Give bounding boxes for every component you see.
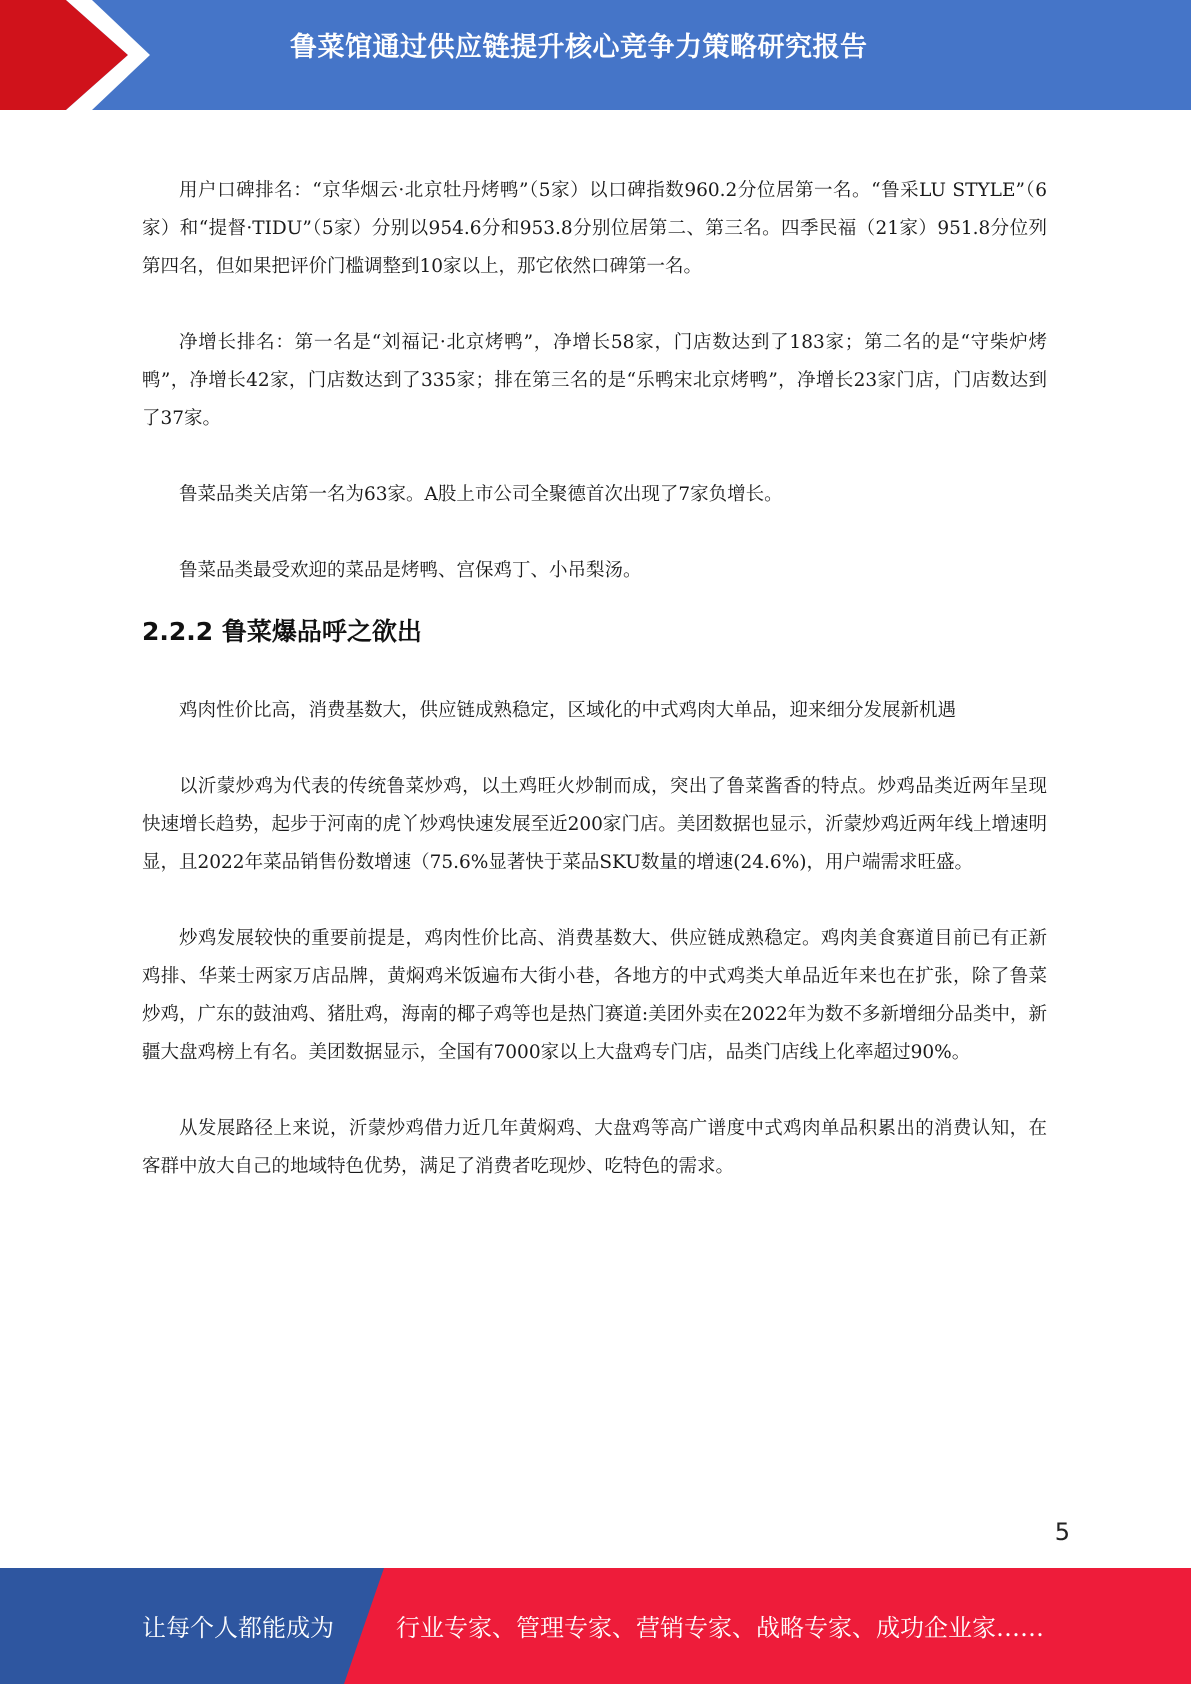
paragraph-popular-dishes: 鲁菜品类最受欢迎的菜品是烤鸭、宫保鸡丁、小吊梨汤。 (179, 560, 642, 581)
footer-slogan-right: 行业专家、管理专家、营销专家、战略专家、成功企业家…… (396, 1614, 1044, 1642)
page-number: 5 (1054, 1518, 1070, 1546)
paragraph-development-path: 从发展路径上来说，沂蒙炒鸡借力近几年黄焖鸡、大盘鸡等高广谱度中式鸡肉单品积累出的消费认知，在客群中放大自己的地域特色优势，满足了消费者吃现炒、吃特色的需求。 (142, 1118, 1047, 1177)
paragraph-yimeng-fried-chicken: 以沂蒙炒鸡为代表的传统鲁菜炒鸡，以土鸡旺火炒制而成，突出了鲁菜酱香的特点。炒鸡品类近两年呈现快速增长趋势，起步于河南的虎丫炒鸡快速发展至近200家门店。美团数据也显示，沂蒙炒鸡近两年线上增速明显，且2022年菜品销售份数增速（75.6%显著快于菜品SKU数量的增速(24.6%)，用户端需求旺盛。 (142, 776, 1047, 873)
paragraph-user-reputation-ranking: 用户口碑排名：“京华烟云·北京牡丹烤鸭”（5家）以口碑指数960.2分位居第一名。“鲁采LU STYLE”（6家）和“提督·TIDU”（5家）分别以954.6分和953.8分别位居第二、第三名。四季民福（21家）951.8分位列第四名，但如果把评价门槛调整到10家以上，那它依然口碑第一名。 (142, 180, 1047, 277)
paragraph-store-closures: 鲁菜品类关店第一名为63家。A股上市公司全聚德首次出现了7家负增长。 (179, 484, 783, 505)
footer-slogan-left: 让每个人都能成为 (142, 1614, 334, 1642)
paragraph-growth-premise: 炒鸡发展较快的重要前提是，鸡肉性价比高、消费基数大、供应链成熟稳定。鸡肉美食赛道目前已有正新鸡排、华莱士两家万店品牌，黄焖鸡米饭遍布大街小巷，各地方的中式鸡类大单品近年来也在扩张，除了鲁菜炒鸡，广东的鼓油鸡、猪肚鸡，海南的椰子鸡等也是热门赛道:美团外卖在2022年为数不多新增细分品类中，新疆大盘鸡榜上有名。美团数据显示，全国有7000家以上大盘鸡专门店，品类门店线上化率超过90%。 (142, 928, 1047, 1063)
footer-banner (0, 1568, 1191, 1684)
section-heading: 2.2.2 鲁菜爆品呼之欲出 (142, 617, 422, 646)
paragraph-net-growth-ranking: 净增长排名：第一名是“刘福记·北京烤鸭”，净增长58家，门店数达到了183家；第二名的是“守柴炉烤鸭”，净增长42家，门店数达到了335家；排在第三名的是“乐鸭宋北京烤鸭”，净增长23家门店，门店数达到了37家。 (142, 332, 1047, 429)
paragraph-chicken-opportunity: 鸡肉性价比高，消费基数大，供应链成熟稳定，区域化的中式鸡肉大单品，迎来细分发展新机遇 (179, 700, 957, 721)
header-banner (0, 0, 1191, 110)
page-content (142, 172, 1047, 1186)
document-title: 鲁菜馆通过供应链提升核心竞争力策略研究报告 (290, 32, 868, 63)
